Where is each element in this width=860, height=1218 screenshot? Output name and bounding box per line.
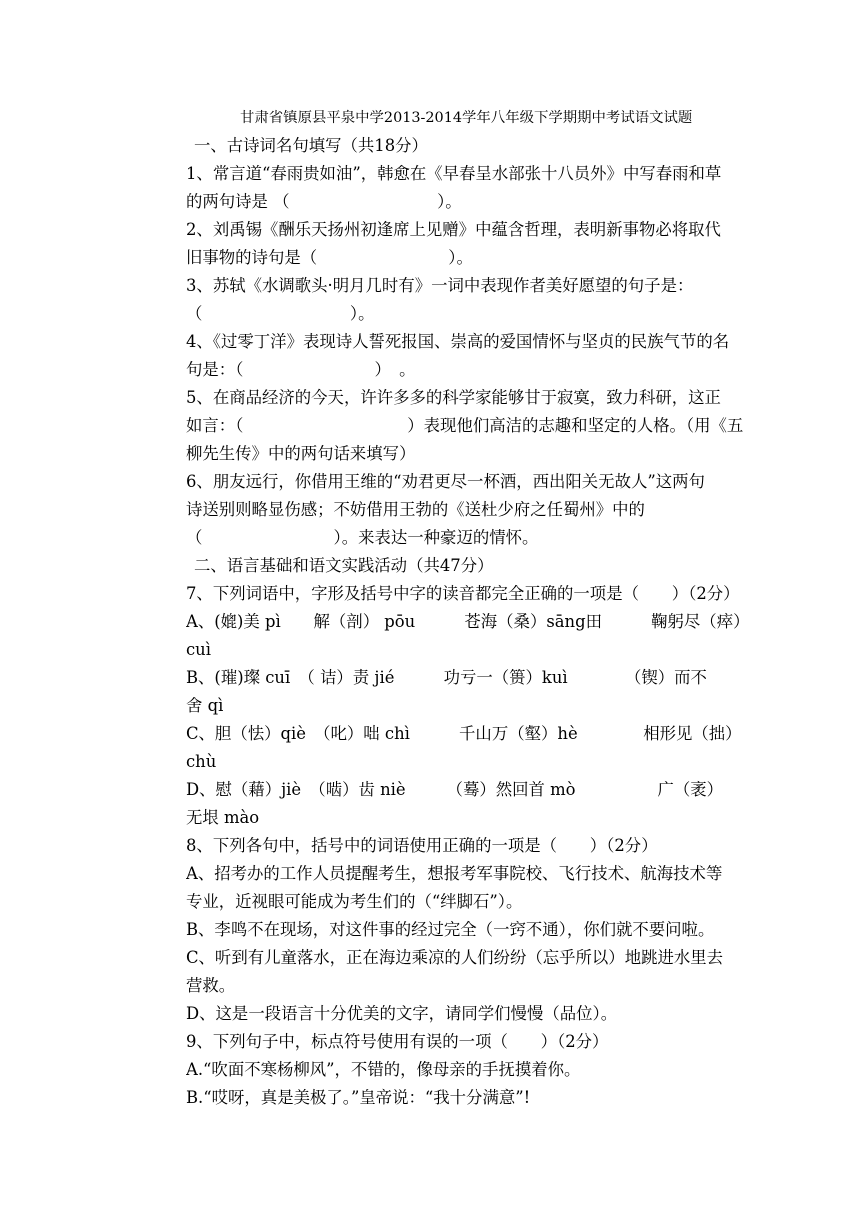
section2-heading: 二、语言基础和语文实践活动（共47分） [194,556,494,575]
q7-option-c-line-1: C、胆（怯）qiè （叱）咄 chì 千山万（壑）hè 相形见（拙） [186,724,742,743]
q8-option-a-line-1: A、招考办的工作人员提醒考生，想报考军事院校、飞行技术、航海技术等 [186,864,723,883]
q1-line-2: 的两句诗是 （ ）。 [186,192,462,211]
q7-option-d-line-2: 无垠 mào [186,808,260,827]
q9-stem: 9、下列句子中，标点符号使用有误的一项（ ）（2分） [186,1032,609,1051]
q6-line-1: 6、朋友远行，你借用王维的“劝君更尽一杯酒，西出阳关无故人”这两句 [186,472,705,491]
q8-option-c-line-1: C、听到有儿童落水，正在海边乘凉的人们纷纷（忘乎所以）地跳进水里去 [186,948,724,967]
q3-line-2: （ ）。 [186,304,375,323]
q7-stem: 7、下列词语中，字形及括号中字的读音都完全正确的一项是（ ）（2分） [186,584,740,603]
q8-option-c-line-2: 营救。 [186,976,236,995]
q8-option-a-line-2: 专业，近视眼可能成为考生们的（“绊脚石”）。 [186,892,523,911]
q2-line-2: 旧事物的诗句是（ ）。 [186,248,473,267]
q7-option-a-line-1: A、(媲)美 pì 解（剖） pōu 苍海（桑）sāng田 鞠躬尽（瘁） [186,612,750,631]
q9-option-b: B.“哎呀，真是美极了。”皇帝说：“我十分满意”! [186,1088,531,1107]
q5-line-1: 5、在商品经济的今天，许许多多的科学家能够甘于寂寞，致力科研，这正 [186,388,721,407]
q7-option-d-line-1: D、慰（藉）jiè （啮）齿 niè （蓦）然回首 mò 广（袤） [186,780,724,799]
q4-line-1: 4、《过零丁洋》表现诗人誓死报国、崇高的爱国情怀与坚贞的民族气节的名 [186,332,730,351]
q5-line-2: 如言：（ ）表现他们高洁的志趣和坚定的人格。（用《五 [186,416,744,435]
q8-option-b: B、李鸣不在现场，对这件事的经过完全（一窍不通），你们就不要问啦。 [186,920,715,939]
q7-option-c-line-2: chù [186,752,217,771]
q9-option-a: A.“吹面不寒杨柳风”，不错的，像母亲的手抚摸着你。 [186,1060,581,1079]
q8-stem: 8、下列各句中，括号中的词语使用正确的一项是（ ）（2分） [186,836,658,855]
exam-title: 甘肃省镇原县平泉中学2013-2014学年八年级下学期期中考试语文试题 [240,110,693,126]
q7-option-b-line-1: B、(璀)璨 cuī （ 诘）责 jié 功亏一（篑）kuì （锲）而不 [186,668,707,687]
section1-heading: 一、古诗词名句填写（共18分） [194,136,428,155]
q8-option-d: D、这是一段语言十分优美的文字，请同学们慢慢（品位）。 [186,1004,618,1023]
q7-option-a-line-2: cuì [186,640,211,659]
q5-line-3: 柳先生传》中的两句话来填写） [186,444,416,463]
q4-line-2: 句是：（ ） 。 [186,360,416,379]
q1-line-1: 1、常言道“春雨贵如油”，韩愈在《早春呈水部张十八员外》中写春雨和草 [186,164,722,183]
q6-line-3: （ ）。来表达一种豪迈的情怀。 [186,528,539,547]
q2-line-1: 2、刘禹锡《酬乐天扬州初逢席上见赠》中蕴含哲理，表明新事物必将取代 [186,220,721,239]
q7-option-b-line-2: 舍 qì [186,696,224,715]
q6-line-2: 诗送别则略显伤感；不妨借用王勃的《送杜少府之任蜀州》中的 [186,500,645,519]
q3-line-1: 3、苏轼《水调歌头·明月几时有》一词中表现作者美好愿望的句子是： [186,276,694,295]
